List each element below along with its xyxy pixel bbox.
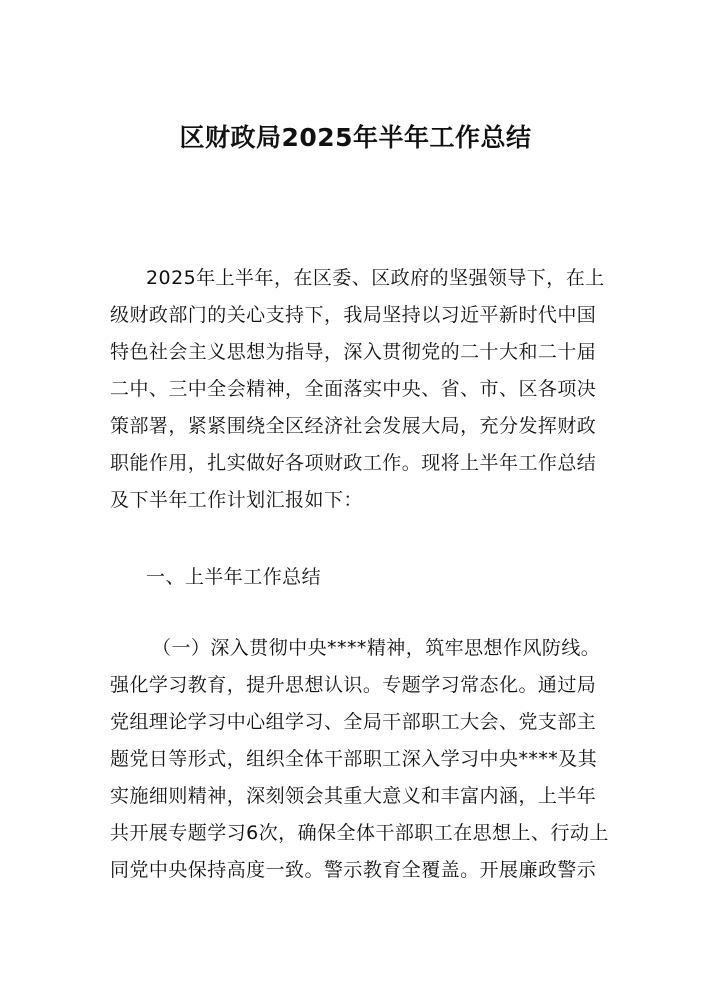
- paragraph-line: 党组理论学习中心组学习、全局干部职工大会、党支部主: [110, 711, 597, 733]
- document-title: 区财政局2025年半年工作总结: [179, 123, 532, 152]
- intro-paragraph: [110, 260, 605, 519]
- paragraph-line: 特色社会主义思想为指导，深入贯彻党的二十大和二十届: [110, 341, 597, 363]
- paragraph-line: 题党日等形式，组织全体干部职工深入学习中央****及其: [110, 748, 598, 770]
- paragraph-line: 职能作用，扎实做好各项财政工作。现将上半年工作总结: [110, 452, 597, 474]
- paragraph-line: 实施细则精神，深刻领会其重大意义和丰富内涵，上半年: [110, 785, 597, 807]
- paragraph-line: 共开展专题学习6次，确保全体干部职工在思想上、行动上: [110, 822, 609, 844]
- paragraph-line: 级财政部门的关心支持下，我局坚持以习近平新时代中国: [110, 304, 597, 326]
- paragraph-line: （一）深入贯彻中央****精神，筑牢思想作风防线。: [152, 637, 601, 659]
- paragraph-line: 二中、三中全会精神，全面落实中央、省、市、区各项决: [110, 378, 597, 400]
- subsection-paragraph: [110, 630, 609, 889]
- paragraph-line: 同党中央保持高度一致。警示教育全覆盖。开展廉政警示: [110, 859, 597, 881]
- paragraph-line: 及下半年工作计划汇报如下：: [110, 489, 363, 511]
- paragraph-line: 2025年上半年，在区委、区政府的坚强领导下，在上: [146, 267, 605, 289]
- section-heading: 一、上半年工作总结: [146, 566, 322, 588]
- paragraph-line: 策部署，紧紧围绕全区经济社会发展大局，充分发挥财政: [110, 415, 597, 437]
- paragraph-line: 强化学习教育，提升思想认识。专题学习常态化。通过局: [110, 674, 597, 696]
